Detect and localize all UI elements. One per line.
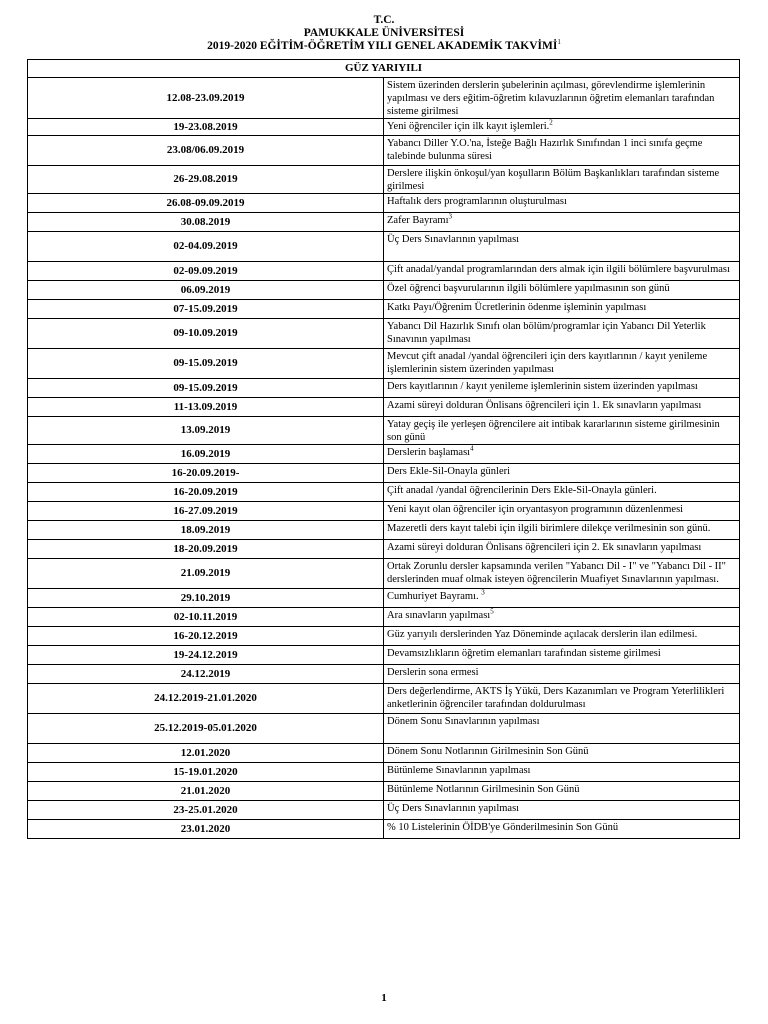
row-description-text: Zafer Bayramı <box>387 215 449 226</box>
row-description-text: Derslere ilişkin önkoşul/yan koşulların Bölüm Başkanlıkları tarafından sisteme girilmesi <box>387 168 720 192</box>
row-description <box>384 521 740 540</box>
row-description <box>384 820 740 839</box>
row-description-text: Haftalık ders programlarının oluşturulması <box>387 196 567 207</box>
table-row <box>28 281 740 300</box>
row-description <box>384 398 740 417</box>
row-description-text: Yeni öğrenciler için ilk kayıt işlemleri. <box>387 121 550 132</box>
row-date: 18.09.2019 <box>28 521 384 540</box>
row-description-text: Mazeretli ders kayıt talebi için ilgili birimlere dilekçe verilmesinin son günü. <box>387 523 711 534</box>
row-date: 21.09.2019 <box>28 559 384 589</box>
row-date: 02-09.09.2019 <box>28 262 384 281</box>
row-date: 23.01.2020 <box>28 820 384 839</box>
table-row <box>28 608 740 627</box>
row-description <box>384 213 740 232</box>
row-description-text: Azami süreyi dolduran Önlisans öğrencileri için 1. Ek sınavların yapılması <box>387 400 702 411</box>
table-row <box>28 398 740 417</box>
row-date: 02-10.11.2019 <box>28 608 384 627</box>
row-description-text: Ortak Zorunlu dersler kapsamında verilen "Yabancı Dil - I" ve "Yabancı Dil - II" derslerinden muaf olmak isteyen öğrencilerin Muafiyet Sınavlarının yapılması. <box>387 561 726 585</box>
table-row <box>28 232 740 262</box>
row-description <box>384 627 740 646</box>
table-row <box>28 665 740 684</box>
row-date: 07-15.09.2019 <box>28 300 384 319</box>
header-line-tc: T.C. <box>373 14 395 26</box>
table-row <box>28 627 740 646</box>
header-footnote: 1 <box>557 38 561 47</box>
row-date: 13.09.2019 <box>28 417 384 445</box>
table-row <box>28 78 740 119</box>
table-row <box>28 684 740 714</box>
row-date: 21.01.2020 <box>28 782 384 801</box>
header-title <box>0 40 768 53</box>
row-footnote: 2 <box>549 118 553 127</box>
row-date: 30.08.2019 <box>28 213 384 232</box>
row-description <box>384 646 740 665</box>
row-description-text: Çift anadal/yandal programlarından ders almak için ilgili bölümlere başvurulması <box>387 264 730 275</box>
row-footnote: 3 <box>448 212 453 221</box>
row-description <box>384 119 740 136</box>
row-date: 24.12.2019-21.01.2020 <box>28 684 384 714</box>
page-number: 1 <box>381 992 387 1004</box>
row-description <box>384 608 740 627</box>
table-row <box>28 445 740 464</box>
row-date: 02-04.09.2019 <box>28 232 384 262</box>
row-description-text: Derslerin sona ermesi <box>387 667 479 678</box>
table-row <box>28 119 740 136</box>
table-row <box>28 483 740 502</box>
table-row <box>28 763 740 782</box>
row-date: 16-20.09.2019- <box>28 464 384 483</box>
row-date: 19-24.12.2019 <box>28 646 384 665</box>
table-row <box>28 349 740 379</box>
table-row <box>28 379 740 398</box>
table-row <box>28 540 740 559</box>
row-description <box>384 464 740 483</box>
row-description-text: Dönem Sonu Sınavlarının yapılması <box>387 716 540 727</box>
table-row <box>28 521 740 540</box>
row-description-text: Devamsızlıkların öğretim elemanları tarafından sisteme girilmesi <box>387 648 661 659</box>
row-date: 26.08-09.09.2019 <box>28 194 384 213</box>
row-description-text: % 10 Listelerinin ÖİDB'ye Gönderilmesinin Son Günü <box>387 822 619 833</box>
row-description <box>384 744 740 763</box>
semester-row <box>28 60 740 78</box>
row-description-text: Azami süreyi dolduran Önlisans öğrencileri için 2. Ek sınavların yapılması <box>387 542 702 553</box>
table-row <box>28 464 740 483</box>
table-row <box>28 417 740 445</box>
row-date: 15-19.01.2020 <box>28 763 384 782</box>
row-description <box>384 540 740 559</box>
row-description <box>384 445 740 464</box>
table-row <box>28 559 740 589</box>
header-title-text: 2019-2020 EĞİTİM-ÖĞRETİM YILI GENEL AKADEMİK TAKVİMİ <box>207 40 558 52</box>
table-row <box>28 801 740 820</box>
row-description-text: Çift anadal /yandal öğrencilerinin Ders Ekle-Sil-Onayla günleri. <box>387 485 657 496</box>
document-header <box>0 14 768 53</box>
row-date: 25.12.2019-05.01.2020 <box>28 714 384 744</box>
row-description-text: Katkı Payı/Öğrenim Ücretlerinin ödenme işleminin yapılması <box>387 302 647 313</box>
row-date: 12.08-23.09.2019 <box>28 78 384 119</box>
row-description <box>384 349 740 379</box>
row-description-text: Özel öğrenci başvurularının ilgili bölümlere yapılmasının son günü <box>387 283 670 294</box>
table-row <box>28 300 740 319</box>
table-row <box>28 319 740 349</box>
row-description-text: Ders değerlendirme, AKTS İş Yükü, Ders Kazanımları ve Program Yeterlilikleri anketlerinin öğrenciler tarafından doldurulması <box>387 686 725 710</box>
row-description <box>384 684 740 714</box>
row-description-text: Yeni kayıt olan öğrenciler için oryantasyon programının düzenlenmesi <box>387 504 684 515</box>
header-university: PAMUKKALE ÜNİVERSİTESİ <box>303 27 465 39</box>
row-date: 09-15.09.2019 <box>28 349 384 379</box>
table-row <box>28 194 740 213</box>
row-date: 26-29.08.2019 <box>28 166 384 194</box>
row-footnote: 3 <box>481 588 485 597</box>
row-date: 16-27.09.2019 <box>28 502 384 521</box>
table-row <box>28 136 740 166</box>
row-description <box>384 559 740 589</box>
row-description-text: Dönem Sonu Notlarının Girilmesinin Son Günü <box>387 746 589 757</box>
row-description-text: Yabancı Dil Hazırlık Sınıfı olan bölüm/programlar için Yabancı Dil Yeterlik Sınavının yapılması <box>387 321 706 345</box>
table-row <box>28 820 740 839</box>
row-date: 16-20.12.2019 <box>28 627 384 646</box>
table-row <box>28 262 740 281</box>
row-description-text: Ders Ekle-Sil-Onayla günleri <box>387 466 511 477</box>
row-description <box>384 782 740 801</box>
row-description-text: Güz yarıyılı derslerinden Yaz Döneminde açılacak derslerin ilan edilmesi. <box>387 629 698 640</box>
row-description-text: Ara sınavların yapılması <box>387 610 491 621</box>
row-description-text: Bütünleme Sınavlarının yapılması <box>387 765 531 776</box>
table-row <box>28 646 740 665</box>
row-description <box>384 319 740 349</box>
row-date: 23-25.01.2020 <box>28 801 384 820</box>
row-description <box>384 281 740 300</box>
row-date: 12.01.2020 <box>28 744 384 763</box>
table-row <box>28 502 740 521</box>
row-description-text: Cumhuriyet Bayramı. <box>387 591 482 602</box>
row-description <box>384 665 740 684</box>
row-date: 09-10.09.2019 <box>28 319 384 349</box>
row-description-text: Mevcut çift anadal /yandal öğrencileri için ders kayıtlarının / kayıt yenileme işlemlerinin sistem üzerinden yapılması <box>387 351 708 375</box>
row-description-text: Yatay geçiş ile yerleşen öğrencilere ait intibak kararlarının sisteme girilmesinin son günü <box>387 419 720 443</box>
calendar-table <box>27 59 740 839</box>
table-row <box>28 744 740 763</box>
row-description-text: Yabancı Diller Y.O.'na, İsteğe Bağlı Hazırlık Sınıfından 1 inci sınıfa geçme talebinde bulunma süresi <box>387 138 703 162</box>
row-description-text: Ders kayıtlarının / kayıt yenileme işlemlerinin sistem üzerinden yapılması <box>387 381 698 392</box>
row-date: 24.12.2019 <box>28 665 384 684</box>
row-date: 29.10.2019 <box>28 589 384 608</box>
row-description-text: Bütünleme Notlarının Girilmesinin Son Günü <box>387 784 580 795</box>
row-date: 16.09.2019 <box>28 445 384 464</box>
row-description <box>384 502 740 521</box>
row-description <box>384 483 740 502</box>
table-row <box>28 589 740 608</box>
row-description <box>384 589 740 608</box>
row-description-text: Derslerin başlaması <box>387 447 471 458</box>
row-date: 19-23.08.2019 <box>28 119 384 136</box>
row-description <box>384 763 740 782</box>
row-description <box>384 714 740 744</box>
row-description <box>384 232 740 262</box>
row-description <box>384 801 740 820</box>
semester-title: GÜZ YARIYILI <box>28 60 740 78</box>
row-date: 16-20.09.2019 <box>28 483 384 502</box>
row-description <box>384 379 740 398</box>
row-date: 18-20.09.2019 <box>28 540 384 559</box>
row-description <box>384 300 740 319</box>
row-description <box>384 262 740 281</box>
row-description-text: Üç Ders Sınavlarının yapılması <box>387 234 520 245</box>
row-description <box>384 417 740 445</box>
row-description <box>384 136 740 166</box>
row-date: 23.08/06.09.2019 <box>28 136 384 166</box>
table-row <box>28 213 740 232</box>
row-description <box>384 166 740 194</box>
table-row <box>28 782 740 801</box>
row-date: 09-15.09.2019 <box>28 379 384 398</box>
table-row <box>28 714 740 744</box>
row-date: 06.09.2019 <box>28 281 384 300</box>
row-description <box>384 194 740 213</box>
table-row <box>28 166 740 194</box>
row-description <box>384 78 740 119</box>
row-footnote: 4 <box>470 444 474 453</box>
row-description-text: Sistem üzerinden derslerin şubelerinin açılması, görevlendirme işlemlerinin yapılması ve ders eğitim-öğretim kılavuzlarının öğretim elemanları tarafından sisteme girilmesi <box>387 80 715 117</box>
row-description-text: Üç Ders Sınavlarının yapılması <box>387 803 520 814</box>
row-date: 11-13.09.2019 <box>28 398 384 417</box>
row-footnote: 5 <box>490 607 494 616</box>
